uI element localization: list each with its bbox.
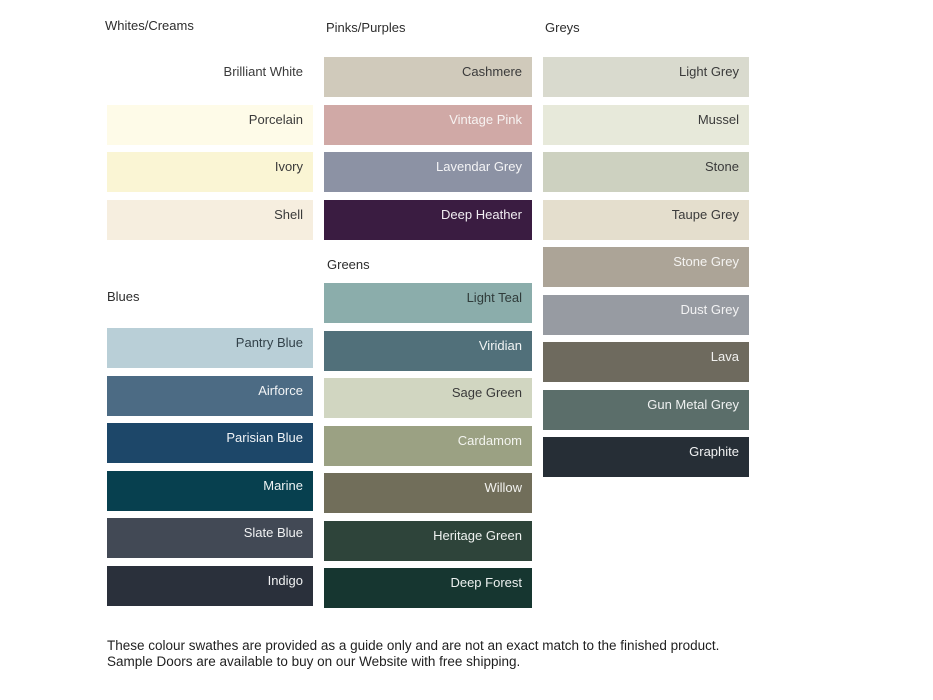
swatch-deep-forest bbox=[324, 568, 532, 608]
swatch-lava bbox=[543, 342, 749, 382]
swatch-label: Cashmere bbox=[462, 64, 522, 79]
swatch-taupe-grey bbox=[543, 200, 749, 240]
swatch-label: Porcelain bbox=[248, 111, 303, 127]
swatch-label: Mussel bbox=[697, 111, 739, 127]
swatch-label: Brilliant White bbox=[223, 64, 303, 79]
swatch-label: Taupe Grey bbox=[671, 206, 739, 222]
swatch-parisian-blue bbox=[107, 423, 313, 463]
swatch-label: Lavendar Grey bbox=[436, 159, 522, 174]
swatch-label: Airforce bbox=[258, 382, 303, 398]
swatch-stone bbox=[543, 152, 749, 192]
swatch-shell bbox=[107, 200, 313, 240]
swatch-label: Slate Blue bbox=[243, 525, 303, 540]
swatch-cashmere bbox=[324, 57, 532, 97]
swatch-porcelain bbox=[107, 105, 313, 145]
section-title-pinks-purples: Pinks/Purples bbox=[326, 20, 406, 35]
swatch-label: Cardamom bbox=[457, 432, 522, 448]
swatch-heritage-green bbox=[324, 521, 532, 561]
swatch-label: Heritage Green bbox=[433, 527, 522, 543]
section-title-blues: Blues bbox=[107, 289, 140, 304]
swatch-airforce bbox=[107, 376, 313, 416]
swatch-label: Shell bbox=[274, 206, 303, 222]
swatch-label: Deep Forest bbox=[450, 575, 522, 590]
swatch-lavendar-grey bbox=[324, 152, 532, 192]
section-title-greens: Greens bbox=[327, 257, 370, 272]
swatch-label: Willow bbox=[484, 480, 522, 495]
swatch-label: Viridian bbox=[478, 337, 522, 353]
swatch-sage-green bbox=[324, 378, 532, 418]
swatch-marine bbox=[107, 471, 313, 511]
disclaimer-text: These colour swathes are provided as a guide only and are not an exact match to the finished product. Sample Doors are available to buy on our Website with free shipping. bbox=[107, 638, 720, 669]
swatch-label: Indigo bbox=[267, 572, 303, 588]
swatch-light-grey bbox=[543, 57, 749, 97]
swatch-graphite bbox=[543, 437, 749, 477]
swatch-label: Vintage Pink bbox=[449, 111, 522, 127]
swatch-viridian bbox=[324, 331, 532, 371]
swatch-stone-grey bbox=[543, 247, 749, 287]
swatch-gun-metal-grey bbox=[543, 390, 749, 430]
swatch-label: Ivory bbox=[274, 159, 303, 174]
swatch-dust-grey bbox=[543, 295, 749, 335]
section-title-greys: Greys bbox=[545, 20, 580, 35]
swatch-label: Light Teal bbox=[466, 290, 522, 305]
swatch-label: Dust Grey bbox=[680, 301, 739, 317]
swatch-label: Stone bbox=[705, 159, 739, 174]
swatch-deep-heather bbox=[324, 200, 532, 240]
swatch-label: Sage Green bbox=[451, 385, 522, 400]
swatch-light-teal bbox=[324, 283, 532, 323]
section-title-whites-creams: Whites/Creams bbox=[105, 18, 194, 33]
swatch-label: Stone Grey bbox=[673, 254, 739, 269]
swatch-pantry-blue bbox=[107, 328, 313, 368]
swatch-indigo bbox=[107, 566, 313, 606]
swatch-label: Lava bbox=[710, 349, 739, 364]
swatch-cardamom bbox=[324, 426, 532, 466]
swatch-column-pinks-purples bbox=[324, 57, 532, 247]
swatch-label: Pantry Blue bbox=[235, 335, 303, 350]
swatch-label: Graphite bbox=[689, 444, 739, 459]
swatch-ivory bbox=[107, 152, 313, 192]
swatch-column-greys bbox=[543, 57, 749, 485]
swatch-slate-blue bbox=[107, 518, 313, 558]
swatch-column-blues bbox=[107, 328, 313, 613]
swatch-label: Marine bbox=[263, 477, 303, 493]
swatch-label: Gun Metal Grey bbox=[647, 396, 739, 412]
swatch-willow bbox=[324, 473, 532, 513]
swatch-column-greens bbox=[324, 283, 532, 616]
swatch-label: Light Grey bbox=[679, 64, 739, 79]
swatch-mussel bbox=[543, 105, 749, 145]
swatch-label: Parisian Blue bbox=[226, 430, 303, 445]
swatch-brilliant-white bbox=[107, 57, 313, 97]
swatch-vintage-pink bbox=[324, 105, 532, 145]
swatch-column-whites-creams bbox=[107, 57, 313, 247]
swatch-label: Deep Heather bbox=[441, 206, 522, 222]
